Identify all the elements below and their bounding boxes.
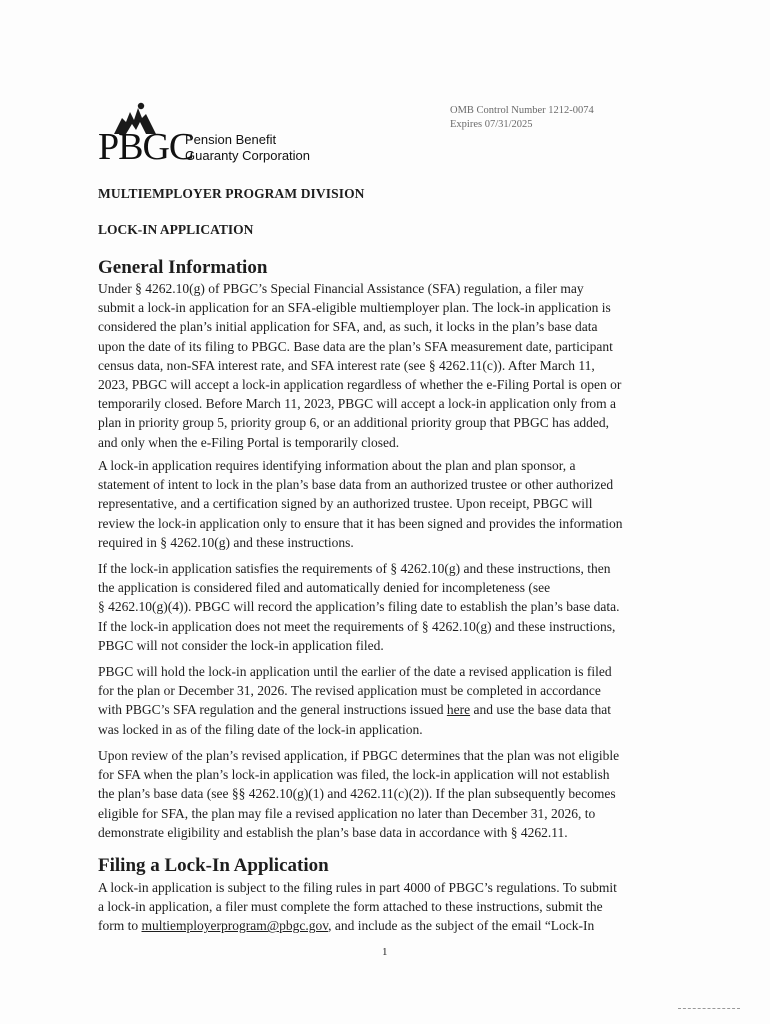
text-line: Under § 4262.10(g) of PBGC’s Special Financial Assistance (SFA) regulation, a filer may [98, 281, 584, 296]
text-line: considered the plan’s initial application for SFA, and, as such, it locks in the plan’s base data [98, 319, 598, 335]
text-line: submit a lock-in application for an SFA-eligible multiemployer plan. The lock-in application is [98, 300, 611, 316]
text-line: eligible for SFA, the plan may file a revised application no later than December 31, 2026, to [98, 805, 596, 821]
text-line-prefix: form to [98, 918, 142, 934]
text-line: PBGC will not consider the lock-in application filed. [98, 637, 384, 653]
here-link[interactable]: here [446, 702, 471, 718]
omb-control-number: OMB Control Number 1212-0074 [450, 105, 594, 116]
paragraph-general-4 [98, 662, 680, 739]
text-line: review the lock-in application only to ensure that it has been signed and provides the information [98, 515, 623, 531]
text-line-prefix: with PBGC’s SFA regulation and the general instructions issued [98, 702, 447, 718]
email-link[interactable]: multiemployerprogram@pbgc.gov [141, 918, 329, 934]
text-line: If the lock-in application satisfies the requirements of § 4262.10(g) and these instructions, then [98, 561, 611, 576]
text-line: the application is considered filed and automatically denied for incompleteness (see [98, 580, 551, 596]
text-line: 2023, PBGC will accept a lock-in application regardless of whether the e-Filing Portal is open or [98, 377, 622, 393]
text-line-with-link [98, 916, 680, 935]
text-line-suffix: and use the base data that [470, 702, 612, 718]
text-line: If the lock-in application does not meet the requirements of § 4262.10(g) and these instructions, [98, 618, 616, 634]
logo-name-line-2: Guaranty Corporation [185, 148, 311, 163]
logo-wordmark: PBGC [98, 126, 194, 168]
text-line: A lock-in application requires identifying information about the plan and plan sponsor, a [98, 458, 576, 473]
pbgc-logo [98, 100, 338, 166]
scan-artifact [678, 1008, 740, 1010]
text-line: required in § 4262.10(g) and these instructions. [98, 534, 354, 550]
text-line: plan in priority group 5, priority group 6, or an additional priority group that PBGC has added, [98, 415, 610, 431]
omb-notice [450, 104, 594, 132]
text-line: a lock-in application, a filer must complete the form attached to these instructions, submit the [98, 899, 603, 915]
text-line: for the plan or December 31, 2026. The revised application must be completed in accordance [98, 683, 601, 699]
paragraph-general-1 [98, 279, 680, 452]
document-title: LOCK-IN APPLICATION [98, 222, 254, 237]
paragraph-general-2 [98, 456, 680, 552]
section-heading-filing: Filing a Lock-In Application [98, 855, 329, 876]
text-line: was locked in as of the filing date of the lock-in application. [98, 721, 423, 737]
text-line: upon the date of its filing to PBGC. Base data are the plan’s SFA measurement date, participant [98, 338, 613, 354]
text-line: A lock-in application is subject to the filing rules in part 4000 of PBGC’s regulations. To submit [98, 880, 617, 895]
text-line: demonstrate eligibility and establish the plan’s base data in accordance with § 4262.11. [98, 824, 568, 840]
paragraph-filing-1 [98, 878, 680, 936]
logo-name-line-1: Pension Benefit [185, 132, 277, 147]
section-heading-general-information: General Information [98, 257, 268, 278]
text-line: PBGC will hold the lock-in application until the earlier of the date a revised application is filed [98, 664, 612, 679]
paragraph-general-3 [98, 559, 680, 655]
text-line-with-link [98, 700, 680, 719]
text-line: Upon review of the plan’s revised application, if PBGC determines that the plan was not eligible [98, 748, 620, 763]
text-line: § 4262.10(g)(4)). PBGC will record the application’s filing date to establish the plan’s base data. [98, 599, 620, 615]
text-line: representative, and a certification signed by an authorized trustee. Upon receipt, PBGC will [98, 496, 593, 512]
text-line: and only when the e-Filing Portal is temporarily closed. [98, 434, 400, 450]
text-line-suffix: , and include as the subject of the email “Lock-In [328, 918, 595, 934]
page-number: 1 [382, 946, 388, 958]
text-line: the plan’s base data (see §§ 4262.10(g)(1) and 4262.11(c)(2)). If the plan subsequently becomes [98, 786, 616, 802]
omb-expiration: Expires 07/31/2025 [450, 119, 533, 130]
text-line: statement of intent to lock in the plan’s base data from an authorized trustee or other authorized [98, 477, 614, 493]
text-line: temporarily closed. Before March 11, 2023, PBGC will accept a lock-in application only from a [98, 396, 616, 412]
division-heading: MULTIEMPLOYER PROGRAM DIVISION [98, 186, 365, 201]
paragraph-general-5 [98, 746, 680, 842]
text-line: for SFA when the plan’s lock-in application was filed, the lock-in application will not establish [98, 767, 610, 783]
logo-agency-name [185, 132, 310, 164]
text-line: census data, non-SFA interest rate, and SFA interest rate (see § 4262.11(c)). After March 11, [98, 357, 595, 373]
